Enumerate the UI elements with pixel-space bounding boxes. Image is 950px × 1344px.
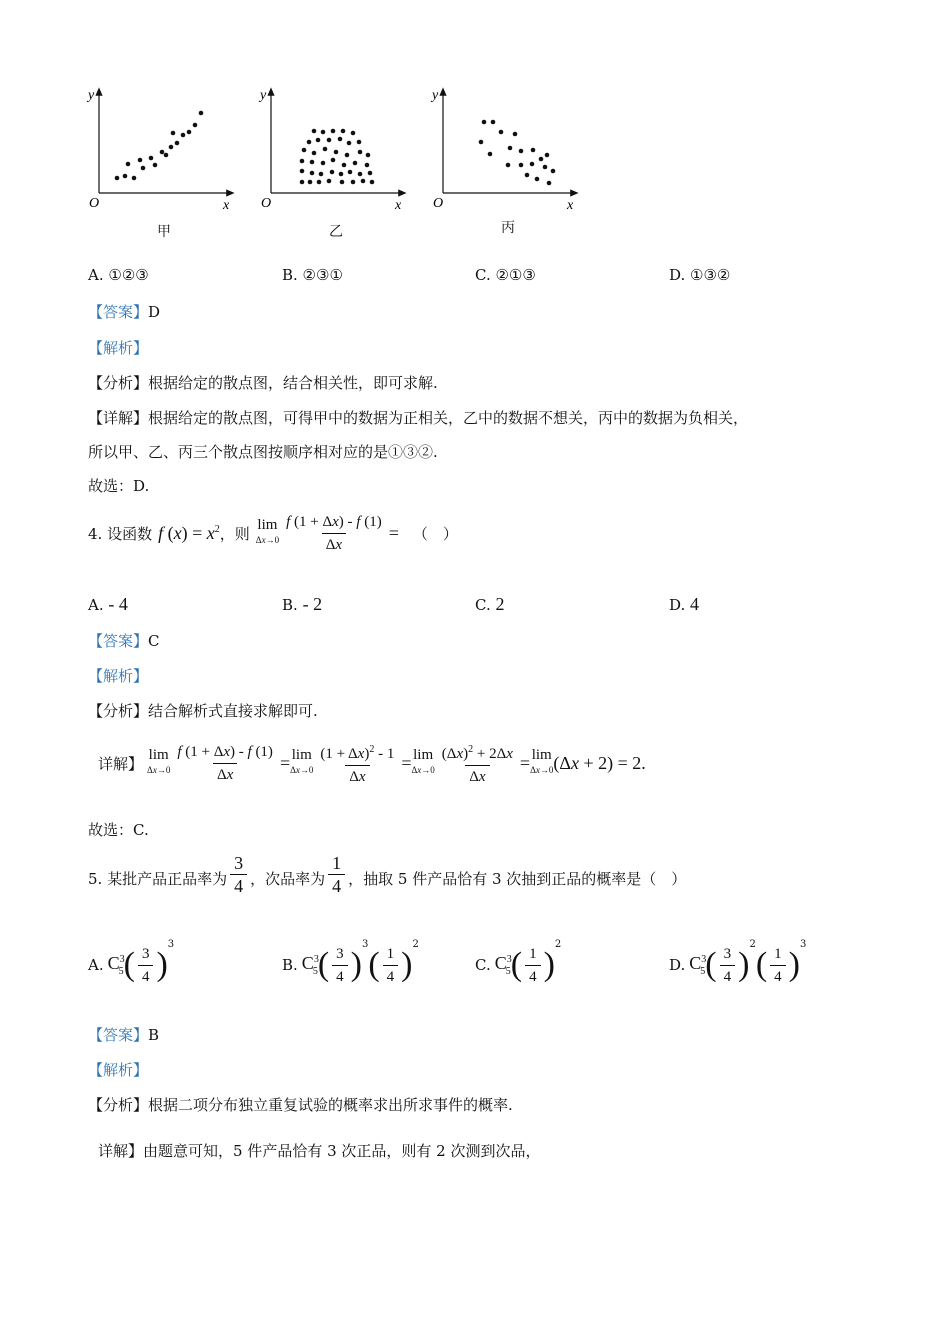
answer-tag: 【答案】 bbox=[88, 303, 149, 321]
q3-answer: D bbox=[148, 303, 161, 321]
answer-tag: 【答案】 bbox=[88, 1026, 149, 1044]
q5-option-b: B. $C^3_5$ ( $\frac{3}{4}$ ) 3 ( $\frac{1}{4}$ ) 2 bbox=[282, 935, 419, 995]
y-axis-label: y bbox=[432, 88, 439, 103]
q5-option-a: A. $C^3_5$ ( $\frac{3}{4}$ ) 3 bbox=[88, 935, 174, 995]
q4-stem-prefix: 4. 设函数 bbox=[88, 524, 153, 543]
q5-answer: B bbox=[148, 1026, 160, 1044]
scatter-plot-yi-svg bbox=[257, 85, 412, 215]
q3-xiangjie-line2: 所以甲、乙、丙三个散点图按顺序相对应的是①③②. bbox=[88, 443, 438, 461]
q5-stem-end: ，抽取 5 件产品恰有 3 次抽到正品的概率是（ ） bbox=[348, 869, 687, 888]
q4-difference-quotient: $\frac{f (1 + \Delta x) - f (1)}{\Delta x}$ bbox=[282, 511, 386, 556]
x-axis-label: x bbox=[223, 198, 230, 213]
plot-caption-jia: 甲 bbox=[157, 224, 171, 240]
q4-analysis-tag: 【解析】 bbox=[88, 667, 149, 685]
scatter-plot-yi bbox=[257, 85, 412, 240]
q5-option-c: C. $C^3_5$ ( $\frac{1}{4}$ ) 2 bbox=[475, 935, 561, 995]
q5-answer-line bbox=[88, 1024, 159, 1045]
y-axis-label: y bbox=[260, 88, 267, 103]
y-axis-label: y bbox=[88, 88, 95, 103]
q3-analysis-tag: 【解析】 bbox=[88, 339, 149, 357]
q5-pass-rate: $\frac{3}{4}$ bbox=[230, 852, 247, 897]
q4-solution-equation: 详解】 lim Δx→0 $\frac{f (1 + \Delta x) - f (1)}{\Delta x}$ = lim Δx→0 $\frac{(1 + \Delta x)^2 - 1}{\Delta x}$ = lim Δx→0 $\frac{(\Delta x)^2 + 2\Delta x}{\Delta x}$ = lim Δx→0 (Δx + 2) = 2. bbox=[98, 735, 646, 791]
q4-choose: 故选：C. bbox=[88, 821, 149, 839]
q5-analysis-tag: 【解析】 bbox=[88, 1061, 149, 1079]
scatter-plot-jia bbox=[85, 85, 240, 240]
q4-option-c: C. 2 bbox=[475, 594, 505, 614]
q4-stem-end: （ ） bbox=[412, 524, 458, 543]
q3-option-c: C. ②①③ bbox=[475, 266, 536, 284]
origin-label: O bbox=[89, 196, 100, 211]
q4-result: 2 bbox=[632, 752, 642, 773]
q4-option-d: D. 4 bbox=[669, 594, 700, 614]
scatter-plot-bing bbox=[429, 85, 584, 236]
q5-xiangjie: 详解】由题意可知，5 件产品恰有 3 次正品，则有 2 次测到次品， bbox=[98, 1142, 541, 1160]
q5-defect-rate: $\frac{1}{4}$ bbox=[328, 852, 345, 897]
origin-label: O bbox=[433, 196, 444, 211]
q4-option-a: A. - 4 bbox=[88, 594, 128, 614]
q4-stem: 4. 设函数 f $(x) = x^2$ ，则 lim Δx→0 $\frac{f (1 + \Delta x) - f (1)}{\Delta x}$ = （ ） bbox=[88, 508, 458, 558]
q4-function-formula: f $(x) = x^2$ bbox=[158, 522, 220, 543]
answer-tag: 【答案】 bbox=[88, 632, 149, 650]
q4-fenxi: 【分析】结合解析式直接求解即可. bbox=[88, 702, 318, 720]
plot-caption-yi: 乙 bbox=[329, 224, 343, 240]
q3-xiangjie-line1: 【详解】根据给定的散点图，可得甲中的数据为正相关，乙中的数据不想关，丙中的数据为负相关， bbox=[88, 409, 749, 427]
q4-option-b: B. - 2 bbox=[282, 594, 323, 614]
q5-fenxi: 【分析】根据二项分布独立重复试验的概率求出所求事件的概率. bbox=[88, 1096, 513, 1114]
q5-stem-mid: ，次品率为 bbox=[250, 869, 326, 888]
x-axis-label: x bbox=[567, 198, 574, 213]
q3-answer-line bbox=[88, 301, 160, 322]
q4-stem-mid: ，则 bbox=[219, 524, 250, 543]
q5-stem bbox=[88, 850, 686, 906]
scatter-plot-bing-svg bbox=[429, 85, 584, 215]
q3-option-a: A. ①②③ bbox=[88, 266, 149, 284]
plot-caption-bing: 丙 bbox=[501, 220, 515, 236]
q3-choose: 故选：D. bbox=[88, 477, 150, 495]
q3-fenxi: 【分析】根据给定的散点图，结合相关性，即可求解. bbox=[88, 374, 438, 392]
q3-option-b: B. ②③① bbox=[282, 266, 343, 284]
q4-answer: C bbox=[148, 632, 160, 650]
q5-stem-prefix: 5. 某批产品正品率为 bbox=[88, 869, 228, 888]
scatter-plot-jia-svg bbox=[85, 85, 240, 215]
origin-label: O bbox=[261, 196, 272, 211]
q3-option-d: D. ①③② bbox=[669, 266, 731, 284]
x-axis-label: x bbox=[395, 198, 402, 213]
q4-limit: lim Δx→0 bbox=[255, 517, 280, 545]
q5-option-d: D. $C^3_5$ ( $\frac{3}{4}$ ) 2 ( $\frac{1}{4}$ ) 3 bbox=[669, 935, 806, 995]
q4-xiangjie-label: 详解】 bbox=[98, 754, 144, 773]
q4-answer-line bbox=[88, 630, 160, 651]
